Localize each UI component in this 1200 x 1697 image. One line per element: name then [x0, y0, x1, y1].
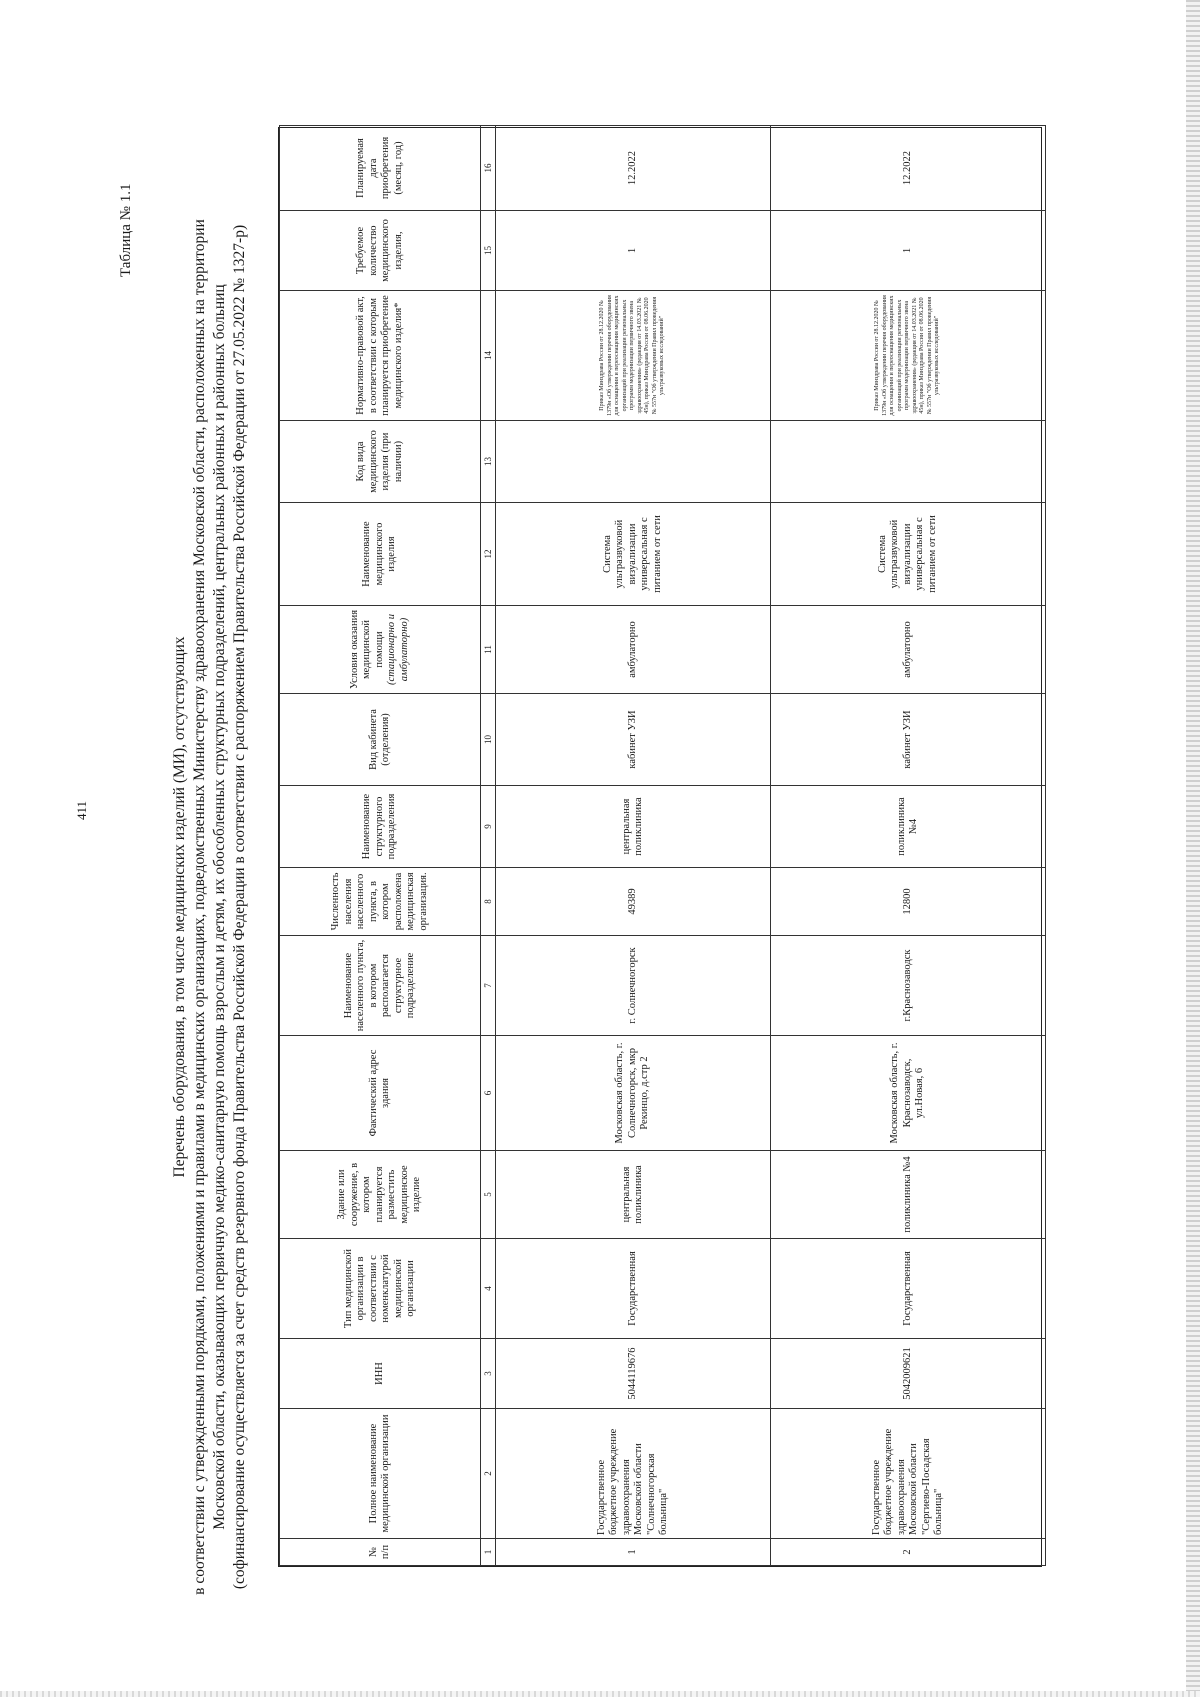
purchase-date-cell: 12.2022 — [771, 126, 1046, 211]
quantity-cell: 1 — [771, 211, 1046, 291]
device-cell: Система ультразвуковой визуализации универсальная с питанием от сети — [771, 503, 1046, 606]
org-type-cell: Государственная — [496, 1239, 771, 1339]
page-number: 411 — [74, 800, 89, 820]
column-number: 8 — [481, 868, 496, 936]
header-cell: Полное наименование медицинской организации — [280, 1409, 481, 1539]
conditions-cell: амбулаторно — [771, 606, 1046, 694]
header-cell: Наименование населенного пункта, в котором располагается структурное подразделение — [280, 936, 481, 1036]
column-number: 11 — [481, 606, 496, 694]
purchase-date-cell: 12.2022 — [496, 126, 771, 211]
title-line: в соответствии с утвержденными порядками, положениями и правилами в медицинских организациях, подведомственных Министерству здравоохранения Московской области, расположенных на территории — [191, 219, 208, 1595]
column-number: 7 — [481, 936, 496, 1036]
address-cell: Московская область, г. Краснозаводск, ул.Новая, 6 — [771, 1036, 1046, 1151]
header-cell: Фактический адрес здания — [280, 1036, 481, 1151]
column-number: 15 — [481, 211, 496, 291]
header-cell: Нормативно-правовой акт, в соответствии с которым планируется приобретение медицинского изделия* — [280, 291, 481, 421]
column-number: 10 — [481, 694, 496, 786]
header-cell: Планируемая дата приобретения (месяц, год) — [280, 126, 481, 211]
header-cell: № п/п — [280, 1539, 481, 1566]
inn-cell: 5044119676 — [496, 1339, 771, 1409]
locality-cell: г. Солнечногорск — [496, 936, 771, 1036]
population-cell: 12800 — [771, 868, 1046, 936]
header-cell: ИНН — [280, 1339, 481, 1409]
subdivision-cell: поликлиника №4 — [771, 786, 1046, 868]
column-number: 9 — [481, 786, 496, 868]
title-line: (софинансирование осуществляется за счет средств резервного фонда Правительства Российской Федерации в соответствии с распоряжением Правительства Российской Федерации от 27.05.2022 № 1327-р) — [231, 224, 248, 1590]
legal-act-cell: Приказ Минздрава России от 28.12.2020 № 1379н «Об утверждении перечня оборудования для оснащения и переоснащения медицинских организаций при реализации региональных программ модернизации первичного звена здравоохранения» (редакция от 14.03.2021 № 45н), приказ Минздрава России от 08.06.2020 № 557н "Об утверждении Правил проведения ультразвуковых исследований" — [771, 291, 1046, 421]
building-cell: поликлиника №4 — [771, 1151, 1046, 1239]
locality-cell: г.Краснозаводск — [771, 936, 1046, 1036]
inn-cell: 5042009621 — [771, 1339, 1046, 1409]
header-cell: Наименование структурного подразделения — [280, 786, 481, 868]
header-cell-main: Условия оказания медицинской помощи — [348, 609, 385, 690]
org-name-cell: Государственное бюджетное учреждение здравоохранения Московской области "Солнечногорская больница" — [496, 1409, 771, 1539]
conditions-cell: амбулаторно — [496, 606, 771, 694]
header-cell: Код вида медицинского изделия (при наличии) — [280, 421, 481, 503]
column-number: 14 — [481, 291, 496, 421]
org-name-cell: Государственное бюджетное учреждение здравоохранения Московской области "Сергиево-Посадская больница" — [771, 1409, 1046, 1539]
header-cell: Здание или сооружение, в котором планируется разместить медицинское изделие — [280, 1151, 481, 1239]
row-number: 2 — [771, 1539, 1046, 1566]
header-cell: Наименование медицинского изделия — [280, 503, 481, 606]
subdivision-cell: центральная поликлиника — [496, 786, 771, 868]
cabinet-cell: кабинет УЗИ — [496, 694, 771, 786]
column-number: 12 — [481, 503, 496, 606]
address-cell: Московская область, г. Солнечногорск, мкр Рекинцо, д.стр 2 — [496, 1036, 771, 1151]
column-number: 1 — [481, 1539, 496, 1566]
title-line: Перечень оборудования, в том числе медицинских изделий (МИ), отсутствующих — [171, 636, 188, 1178]
document-title — [170, 157, 250, 1657]
header-cell — [280, 606, 481, 694]
equipment-table — [278, 127, 1042, 1567]
table-row — [496, 126, 771, 1566]
column-number: 16 — [481, 126, 496, 211]
quantity-cell: 1 — [496, 211, 771, 291]
cabinet-cell: кабинет УЗИ — [771, 694, 1046, 786]
table-number: Таблица № 1.1 — [118, 183, 134, 277]
device-code-cell — [496, 421, 771, 503]
population-cell: 49389 — [496, 868, 771, 936]
header-cell: Требуемое количество медицинского изделия, — [280, 211, 481, 291]
column-number: 3 — [481, 1339, 496, 1409]
column-number: 4 — [481, 1239, 496, 1339]
org-type-cell: Государственная — [771, 1239, 1046, 1339]
device-code-cell — [771, 421, 1046, 503]
column-number: 13 — [481, 421, 496, 503]
column-number-row — [481, 126, 496, 1566]
header-cell: Тип медицинской организации в соответствии с номенклатурой медицинской организации — [280, 1239, 481, 1339]
title-line: Московской области, оказывающих первичную медико-санитарную помощь взрослым и детям, их обособленных структурных подразделений, центральных районных и районных больниц — [211, 284, 228, 1530]
row-number: 1 — [496, 1539, 771, 1566]
header-cell-note: (стационарно и амбулаторно) — [386, 614, 410, 685]
building-cell: центральная поликлиника — [496, 1151, 771, 1239]
column-number: 2 — [481, 1409, 496, 1539]
device-cell: Система ультразвуковой визуализации универсальная с питанием от сети — [496, 503, 771, 606]
column-number: 6 — [481, 1036, 496, 1151]
header-cell: Численность населения населенного пункта, в котором расположена медицинская организация. — [280, 868, 481, 936]
table-header-row — [280, 126, 481, 1566]
table-row — [771, 126, 1046, 1566]
header-cell: Вид кабинета (отделения) — [280, 694, 481, 786]
legal-act-cell: Приказ Минздрава России от 28.12.2020 № 1379н «Об утверждении перечня оборудования для оснащения и переоснащения медицинских организаций при реализации региональных программ модернизации первичного звена здравоохранения» (редакция от 14.03.2021 № 45н), приказ Минздрава России от 08.06.2020 № 557н "Об утверждении Правил проведения ультразвуковых исследований" — [496, 291, 771, 421]
column-number: 5 — [481, 1151, 496, 1239]
